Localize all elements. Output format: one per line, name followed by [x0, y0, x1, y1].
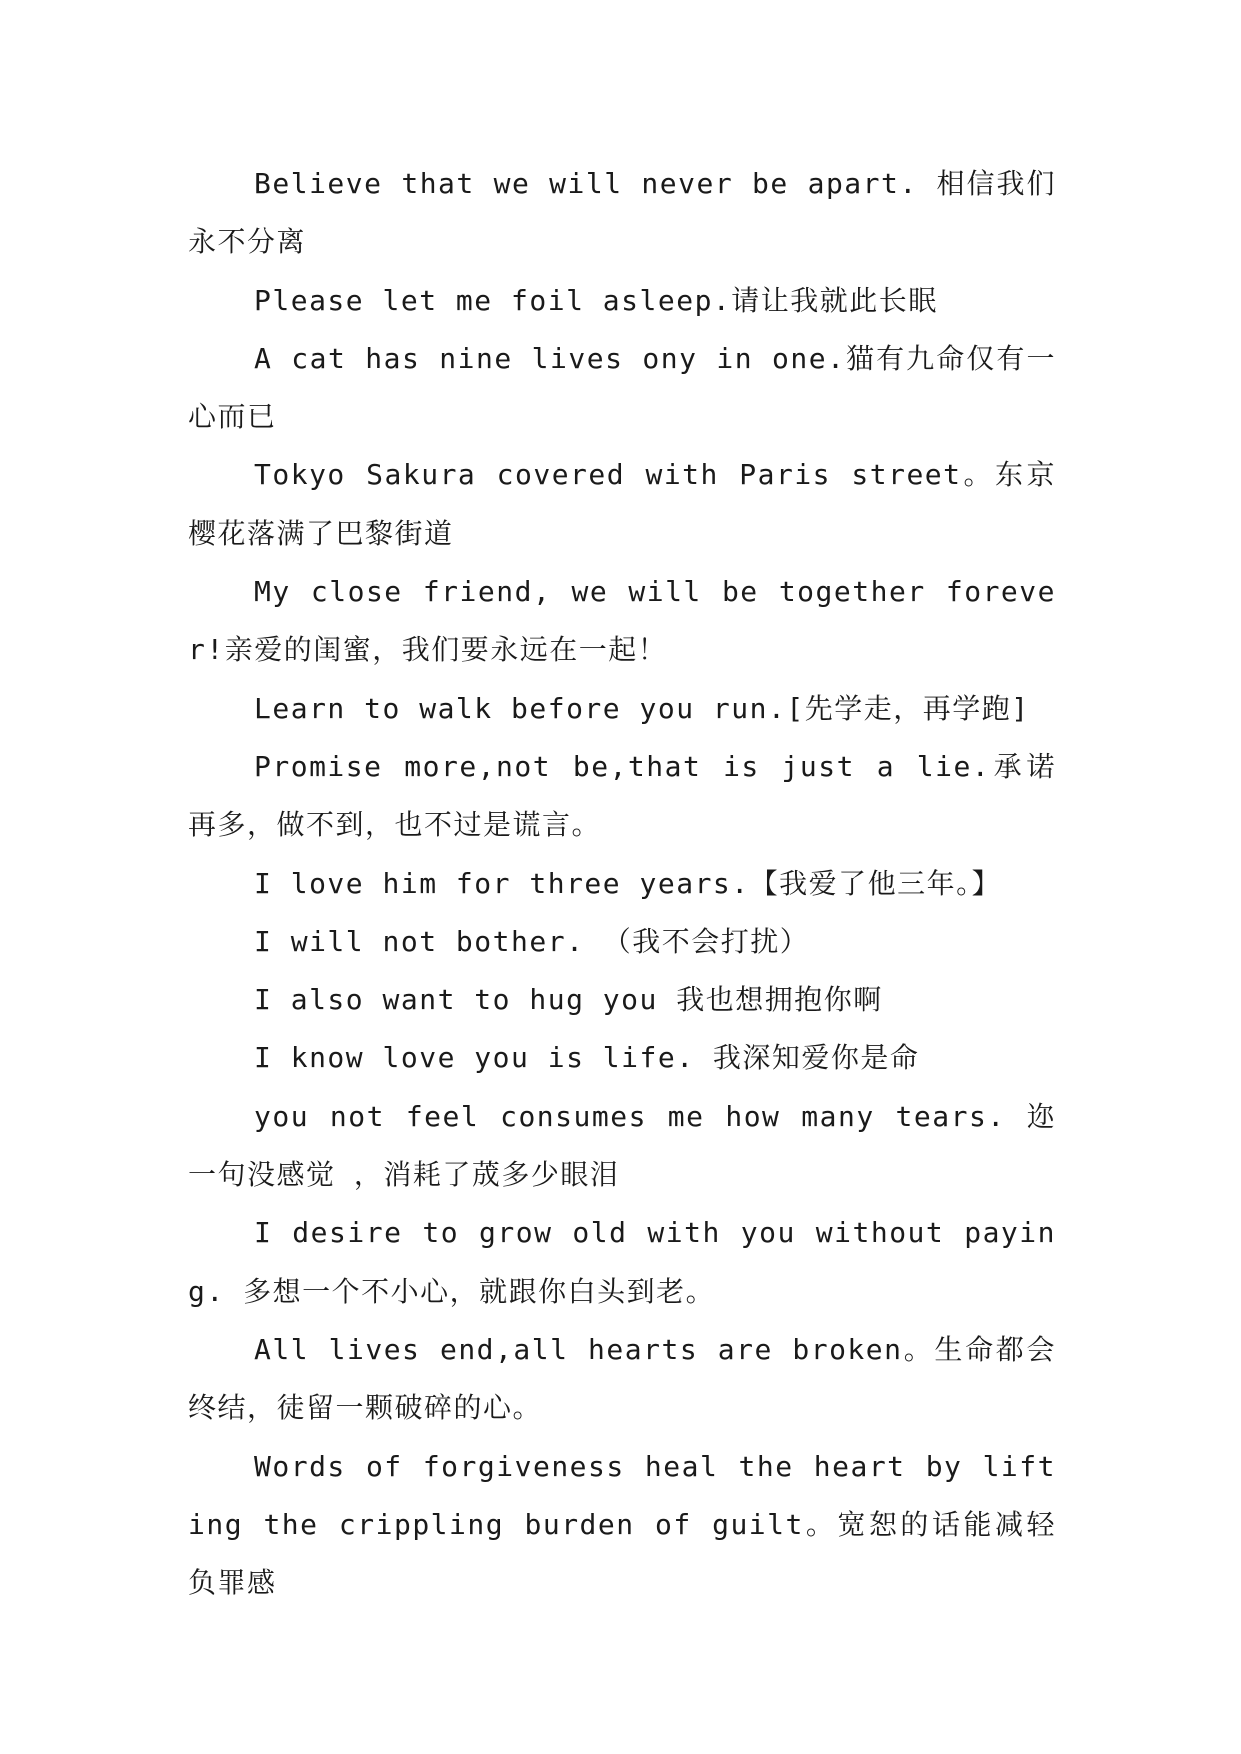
- document-body: [188, 155, 1056, 1612]
- paragraph-15: Words of forgiveness heal the heart by lifting the crippling burden of guilt。宽恕的话能减轻负罪感: [188, 1449, 1056, 1600]
- paragraph-5: My close friend, we will be together forever!亲爱的闺蜜，我们要永远在一起！: [188, 575, 1056, 667]
- paragraph-13: I desire to grow old with you without paying. 多想一个不小心，就跟你白头到老。: [188, 1216, 1056, 1308]
- paragraph-9: I will not bother. （我不会打扰）: [254, 924, 810, 958]
- paragraph-12: you not feel consumes me how many tears. 迩一句没感觉 ，消耗了荿多少眼泪: [188, 1099, 1056, 1192]
- paragraph-3: A cat has nine lives ony in one.猫有九命仅有一心而已: [188, 341, 1056, 434]
- paragraph-1: Believe that we will never be apart. 相信我们永不分离: [188, 167, 1056, 259]
- paragraph-7: Promise more,not be,that is just a lie.承诺再多，做不到，也不过是谎言。: [188, 749, 1056, 842]
- paragraph-11: I know love you is life. 我深知爱你是命: [254, 1041, 920, 1075]
- paragraph-6: Learn to walk before you run.[先学走，再学跑]: [254, 691, 1030, 725]
- paragraph-10: I also want to hug you 我也想拥抱你啊: [254, 983, 883, 1017]
- paragraph-2: Please let me foil asleep.请让我就此长眠: [254, 283, 938, 317]
- paragraph-14: All lives end,all hearts are broken。生命都会终结，徒留一颗破碎的心。: [188, 1332, 1056, 1425]
- paragraph-8: I love him for three years.【我爱了他三年。】: [254, 866, 1002, 900]
- paragraph-4: Tokyo Sakura covered with Paris street。东京樱花落满了巴黎街道: [188, 458, 1056, 550]
